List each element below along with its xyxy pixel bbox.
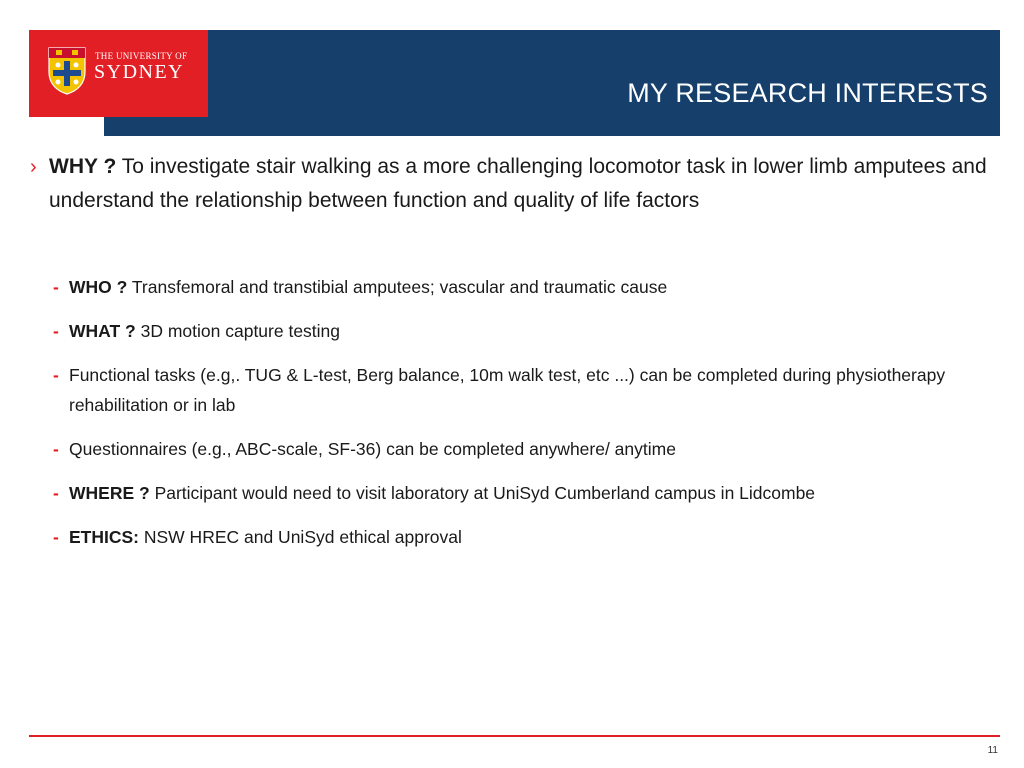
main-point-label: WHY ? [49, 155, 117, 178]
logo-subtitle: THE UNIVERSITY OF [95, 51, 188, 61]
list-item [30, 434, 990, 464]
dash-bullet-icon: - [53, 527, 59, 547]
dash-bullet-icon: - [53, 439, 59, 459]
university-logo [29, 30, 208, 117]
list-item-label: WHERE ? [69, 483, 150, 503]
list-item-label: ETHICS: [69, 527, 139, 547]
slide-content [30, 150, 990, 566]
list-item-text: Questionnaires (e.g., ABC-scale, SF-36) can be completed anywhere/ anytime [69, 439, 676, 459]
page-number: 11 [987, 745, 998, 756]
list-item-text: Participant would need to visit laboratory at UniSyd Cumberland campus in Lidcombe [149, 483, 816, 503]
list-item-text: 3D motion capture testing [135, 321, 341, 341]
logo-wordmark: SYDNEY [94, 61, 185, 83]
dash-bullet-icon: - [53, 365, 59, 385]
list-item [30, 522, 990, 552]
main-point-text: To investigate stair walking as a more challenging locomotor task in lower limb amputees and understand the relationship between function and quality of life factors [49, 155, 987, 212]
slide-title: MY RESEARCH INTERESTS [627, 78, 988, 108]
crest-icon [47, 46, 87, 96]
dash-bullet-icon: - [53, 483, 59, 503]
footer-divider [29, 735, 1000, 737]
title-bar [104, 30, 1000, 136]
sub-points-list [30, 272, 990, 552]
list-item-text: NSW HREC and UniSyd ethical approval [139, 527, 462, 547]
dash-bullet-icon: - [53, 277, 59, 297]
dash-bullet-icon: - [53, 321, 59, 341]
main-point [30, 150, 990, 218]
list-item [30, 272, 990, 302]
list-item [30, 316, 990, 346]
list-item [30, 478, 990, 508]
list-item-text: Functional tasks (e.g,. TUG & L-test, Berg balance, 10m walk test, etc ...) can be completed during physiotherapy rehabilitation or in lab [69, 365, 946, 415]
list-item-text: Transfemoral and transtibial amputees; vascular and traumatic cause [127, 277, 668, 297]
list-item-label: WHO ? [69, 277, 128, 297]
list-item [30, 360, 990, 420]
list-item-label: WHAT ? [69, 321, 136, 341]
chevron-right-icon: › [30, 156, 37, 178]
